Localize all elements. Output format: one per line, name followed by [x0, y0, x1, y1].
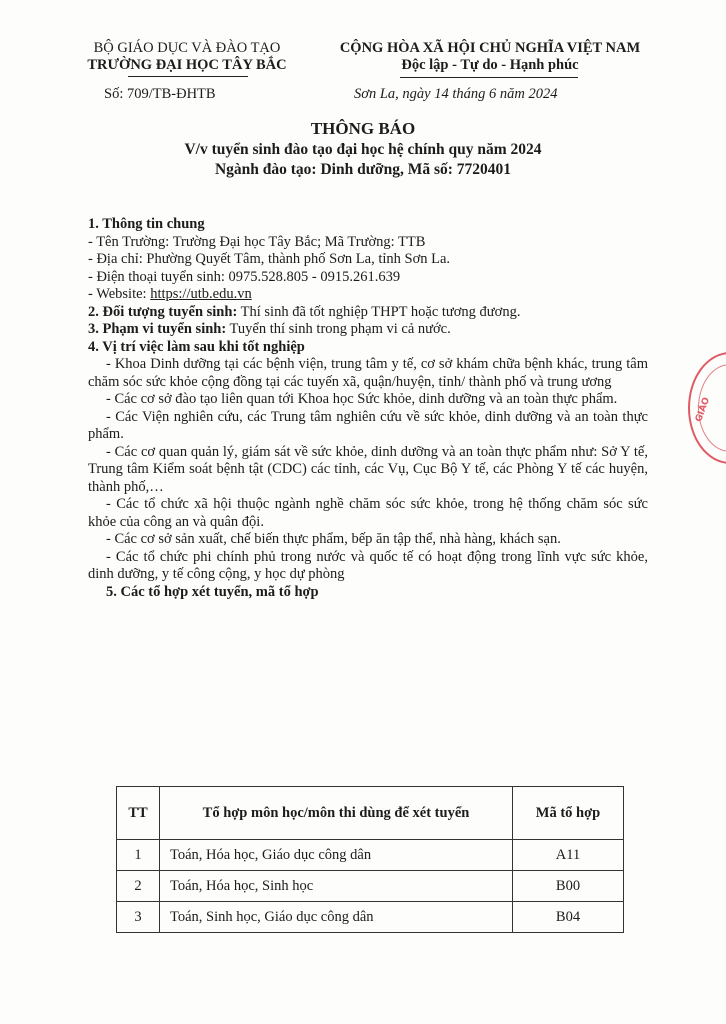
column-header-subjects: Tổ hợp môn học/môn thi dùng để xét tuyển: [160, 787, 513, 840]
website-link[interactable]: https://utb.edu.vn: [150, 286, 252, 302]
motto-underline: [400, 77, 578, 78]
document-body: [88, 216, 648, 601]
website-label: - Website:: [88, 286, 151, 302]
row-subjects: Toán, Hóa học, Giáo dục công dân: [160, 840, 513, 871]
row-index: 2: [117, 871, 160, 902]
target-label: 2. Đối tượng tuyển sinh:: [88, 303, 238, 320]
national-header: [300, 40, 680, 74]
document-title: THÔNG BÁO: [310, 119, 416, 138]
table-row: [117, 871, 624, 902]
address-info: - Địa chỉ: Phường Quyết Tâm, thành phố Sơn La, tỉnh Sơn La.: [88, 251, 451, 267]
table-row: [117, 902, 624, 933]
job-item: - Các cơ quan quản lý, giám sát về sức khỏe, dinh dưỡng và an toàn thực phẩm như: Sở Y tế, Trung tâm Kiểm soát bệnh tật (CDC) các tỉnh, các Vụ, Cục Bộ Y tế, các Phòng Y tế các huyện, thành phố,…: [88, 443, 648, 495]
scope-label: 3. Phạm vi tuyển sinh:: [88, 321, 227, 337]
row-subjects: Toán, Hóa học, Sinh học: [160, 871, 513, 902]
job-item: - Các tổ chức xã hội thuộc ngành nghề chăm sóc sức khỏe, trong hệ thống chăm sóc sức khỏe của công an và quân đội.: [88, 496, 648, 530]
row-index: 3: [117, 902, 160, 933]
issuer-divider: [128, 76, 248, 77]
column-header-tt: TT: [117, 787, 160, 840]
job-item: - Khoa Dinh dưỡng tại các bệnh viện, trung tâm y tế, cơ sở khám chữa bệnh khác, trung tâm chăm sóc sức khỏe cộng đồng tại các tuyến xã, quận/huyện, tỉnh/ thành phố và trung ương: [88, 356, 648, 390]
table-header-row: [117, 787, 624, 840]
section-general-heading: 1. Thông tin chung: [88, 216, 205, 232]
row-index: 1: [117, 840, 160, 871]
ministry-name: BỘ GIÁO DỤC VÀ ĐÀO TẠO: [93, 40, 281, 56]
document-subject: V/v tuyển sinh đào tạo đại học hệ chính quy năm 2024: [184, 141, 542, 158]
scope-info: [88, 321, 648, 339]
target-info: [88, 304, 648, 322]
title-block: [0, 118, 726, 180]
job-item: - Các Viện nghiên cứu, các Trung tâm nghiên cứu về sức khỏe, dinh dưỡng và an toàn thực phẩm.: [88, 408, 648, 442]
table-row: [117, 840, 624, 871]
row-code: A11: [513, 840, 624, 871]
section-jobs-heading: 4. Vị trí việc làm sau khi tốt nghiệp: [88, 338, 305, 355]
issuer-block: [62, 40, 312, 74]
job-item: - Các tổ chức phi chính phủ trong nước và quốc tế có hoạt động trong lĩnh vực sức khỏe, dinh dưỡng, y tế công cộng, y học dự phòng: [88, 548, 648, 582]
combination-table: [116, 786, 624, 933]
website-info: [88, 286, 648, 304]
document-major: Ngành đào tạo: Dinh dưỡng, Mã số: 7720401: [214, 161, 512, 178]
school-info: - Tên Trường: Trường Đại học Tây Bắc; Mã Trường: TTB: [88, 233, 426, 250]
row-subjects: Toán, Sinh học, Giáo dục công dân: [160, 902, 513, 933]
scope-text: Tuyển thí sinh trong phạm vi cả nước.: [226, 321, 451, 337]
stamp-text: GIÁO: [694, 396, 713, 424]
row-code: B04: [513, 902, 624, 933]
university-name: TRƯỜNG ĐẠI HỌC TÂY BẮC: [87, 57, 287, 73]
national-motto: Độc lập - Tự do - Hạnh phúc: [401, 57, 579, 73]
republic-name: CỘNG HÒA XÃ HỘI CHỦ NGHĨA VIỆT NAM: [339, 40, 641, 56]
job-item: - Các cơ sở sản xuất, chế biến thực phẩm, bếp ăn tập thể, nhà hàng, khách sạn.: [106, 531, 561, 547]
place-date: Sơn La, ngày 14 tháng 6 năm 2024: [354, 86, 558, 102]
target-text: Thí sinh đã tốt nghiệp THPT hoặc tương đương.: [237, 303, 521, 320]
section-combos-heading: 5. Các tổ hợp xét tuyển, mã tổ hợp: [106, 583, 319, 600]
job-item: - Các cơ sở đào tạo liên quan tới Khoa học Sức khỏe, dinh dưỡng và an toàn thực phẩm.: [106, 391, 618, 407]
column-header-code: Mã tổ hợp: [513, 787, 624, 840]
reference-number: Số: 709/TB-ĐHTB: [104, 86, 216, 102]
phone-info: - Điện thoại tuyển sinh: 0975.528.805 - 0915.261.639: [88, 268, 401, 285]
row-code: B00: [513, 871, 624, 902]
